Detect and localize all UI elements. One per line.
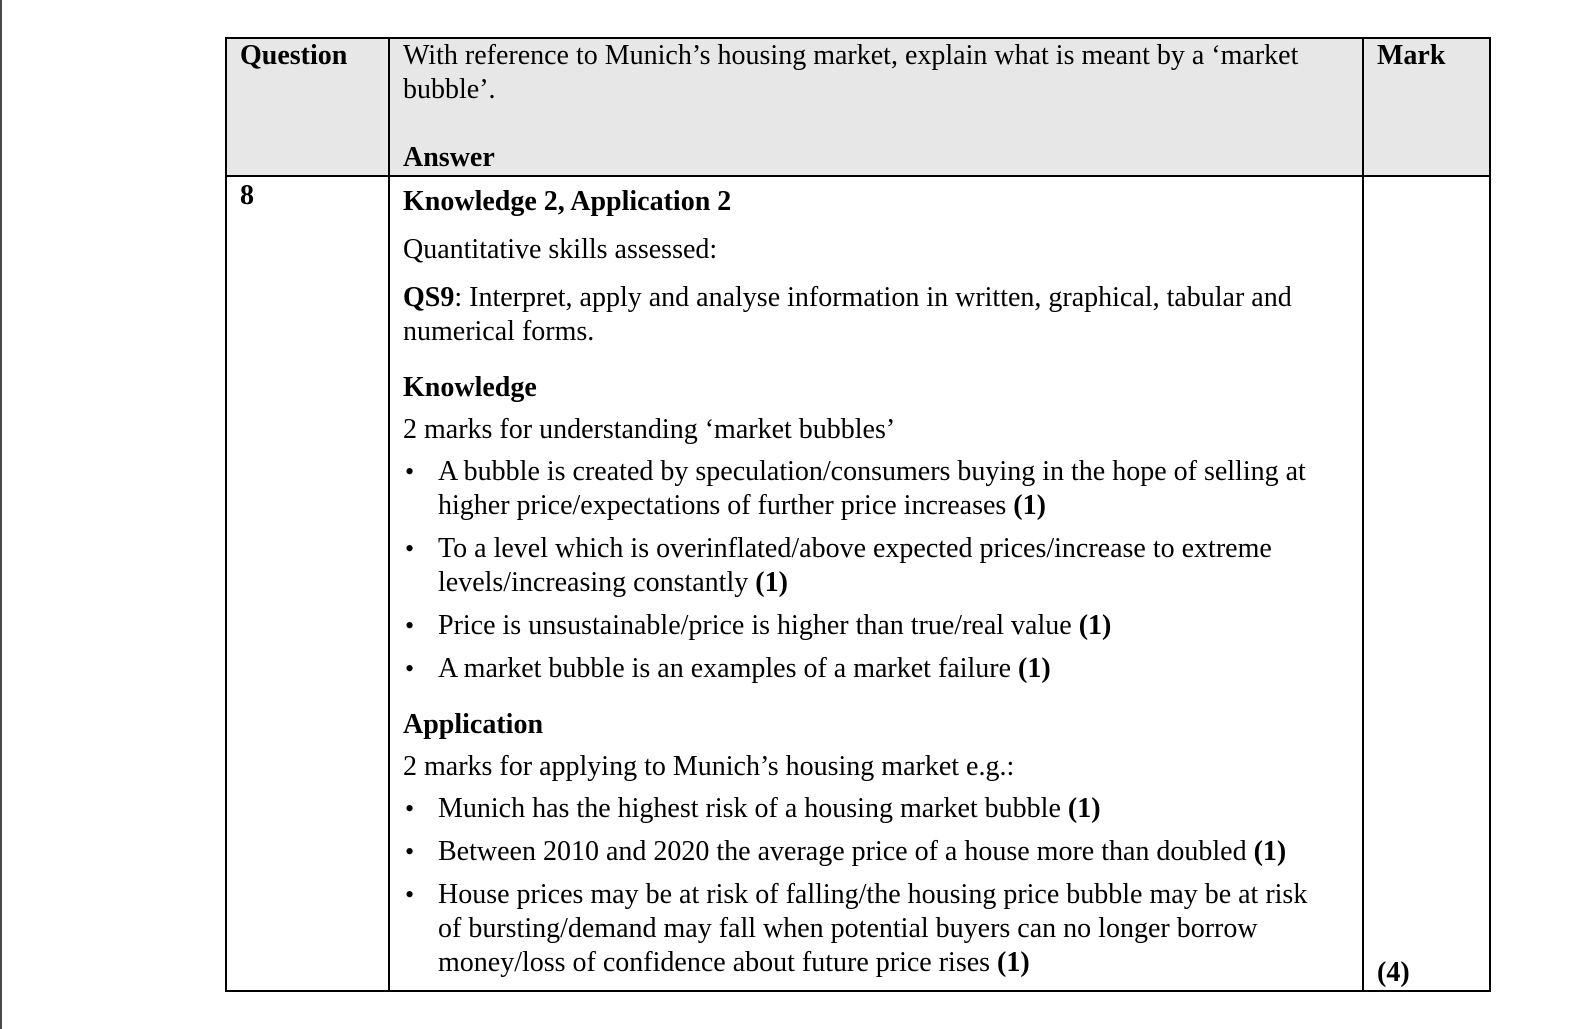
answer-cell bbox=[389, 176, 1363, 991]
bullet-text: To a level which is overinflated/above expected prices/increase to extreme levels/increasing constantly bbox=[438, 533, 1272, 598]
application-intro: 2 marks for applying to Munich’s housing market e.g.: bbox=[403, 751, 1015, 782]
bullet-icon: • bbox=[405, 457, 415, 486]
list-item bbox=[403, 878, 1322, 980]
skill-code: QS9 bbox=[403, 282, 455, 313]
mark-header-cell bbox=[1363, 38, 1490, 176]
knowledge-intro: 2 marks for understanding ‘market bubbles’ bbox=[403, 414, 896, 445]
bullet-mark: (1) bbox=[755, 567, 788, 598]
bullet-text: House prices may be at risk of falling/the housing price bubble may be at risk of bursting/demand may fall when potential buyers can no longer borrow money/loss of confidence about future price rises bbox=[438, 879, 1308, 978]
bullet-icon: • bbox=[405, 534, 415, 563]
skills-intro: Quantitative skills assessed: bbox=[403, 234, 718, 265]
bullet-text: Munich has the highest risk of a housing market bubble bbox=[438, 793, 1068, 824]
bullet-mark: (1) bbox=[1253, 836, 1287, 867]
bullet-text: Between 2010 and 2020 the average price of a house more than doubled bbox=[438, 836, 1254, 867]
question-number-cell bbox=[226, 176, 389, 991]
knowledge-heading: Knowledge bbox=[403, 372, 537, 403]
bullet-icon: • bbox=[405, 880, 415, 909]
answer-label: Answer bbox=[403, 142, 495, 173]
list-item bbox=[403, 609, 1322, 643]
marks-heading: Knowledge 2, Application 2 bbox=[403, 186, 732, 217]
mark-value-cell bbox=[1363, 176, 1490, 991]
list-item bbox=[403, 652, 1322, 686]
bullet-icon: • bbox=[405, 611, 415, 640]
list-item bbox=[403, 532, 1322, 600]
list-item bbox=[403, 455, 1322, 523]
question-text: With reference to Munich’s housing market, explain what is meant by a ‘market bubble’. bbox=[403, 40, 1299, 105]
table-header-row bbox=[226, 38, 1490, 176]
list-item bbox=[403, 835, 1322, 869]
bullet-mark: (1) bbox=[1018, 653, 1051, 684]
mark-value: (4) bbox=[1377, 957, 1410, 988]
mark-column-label: Mark bbox=[1377, 40, 1446, 71]
bullet-mark: (1) bbox=[1078, 610, 1112, 641]
application-bullet-list bbox=[403, 792, 1322, 980]
bullet-text: A market bubble is an examples of a market failure bbox=[438, 653, 1019, 684]
question-header-cell bbox=[226, 38, 389, 176]
knowledge-bullet-list bbox=[403, 455, 1322, 686]
skill-line bbox=[403, 281, 1322, 349]
bullet-mark: (1) bbox=[1013, 490, 1046, 521]
answer-row bbox=[226, 176, 1490, 991]
bullet-mark: (1) bbox=[997, 947, 1030, 978]
bullet-icon: • bbox=[405, 837, 415, 866]
application-heading: Application bbox=[403, 709, 544, 740]
bullet-text: Price is unsustainable/price is higher than true/real value bbox=[438, 610, 1079, 641]
bullet-text: A bubble is created by speculation/consumers buying in the hope of selling at higher price/expectations of further price increases bbox=[438, 456, 1306, 521]
bullet-icon: • bbox=[405, 654, 415, 683]
question-number: 8 bbox=[240, 180, 254, 211]
mark-scheme-table bbox=[225, 37, 1491, 992]
question-column-label: Question bbox=[240, 40, 348, 71]
question-text-cell bbox=[389, 38, 1363, 176]
bullet-icon: • bbox=[405, 794, 415, 823]
page-edge-rule bbox=[0, 0, 2, 1029]
bullet-mark: (1) bbox=[1067, 793, 1101, 824]
list-item bbox=[403, 792, 1322, 826]
skill-text: : Interpret, apply and analyse information in written, graphical, tabular and numerical forms. bbox=[403, 282, 1292, 347]
